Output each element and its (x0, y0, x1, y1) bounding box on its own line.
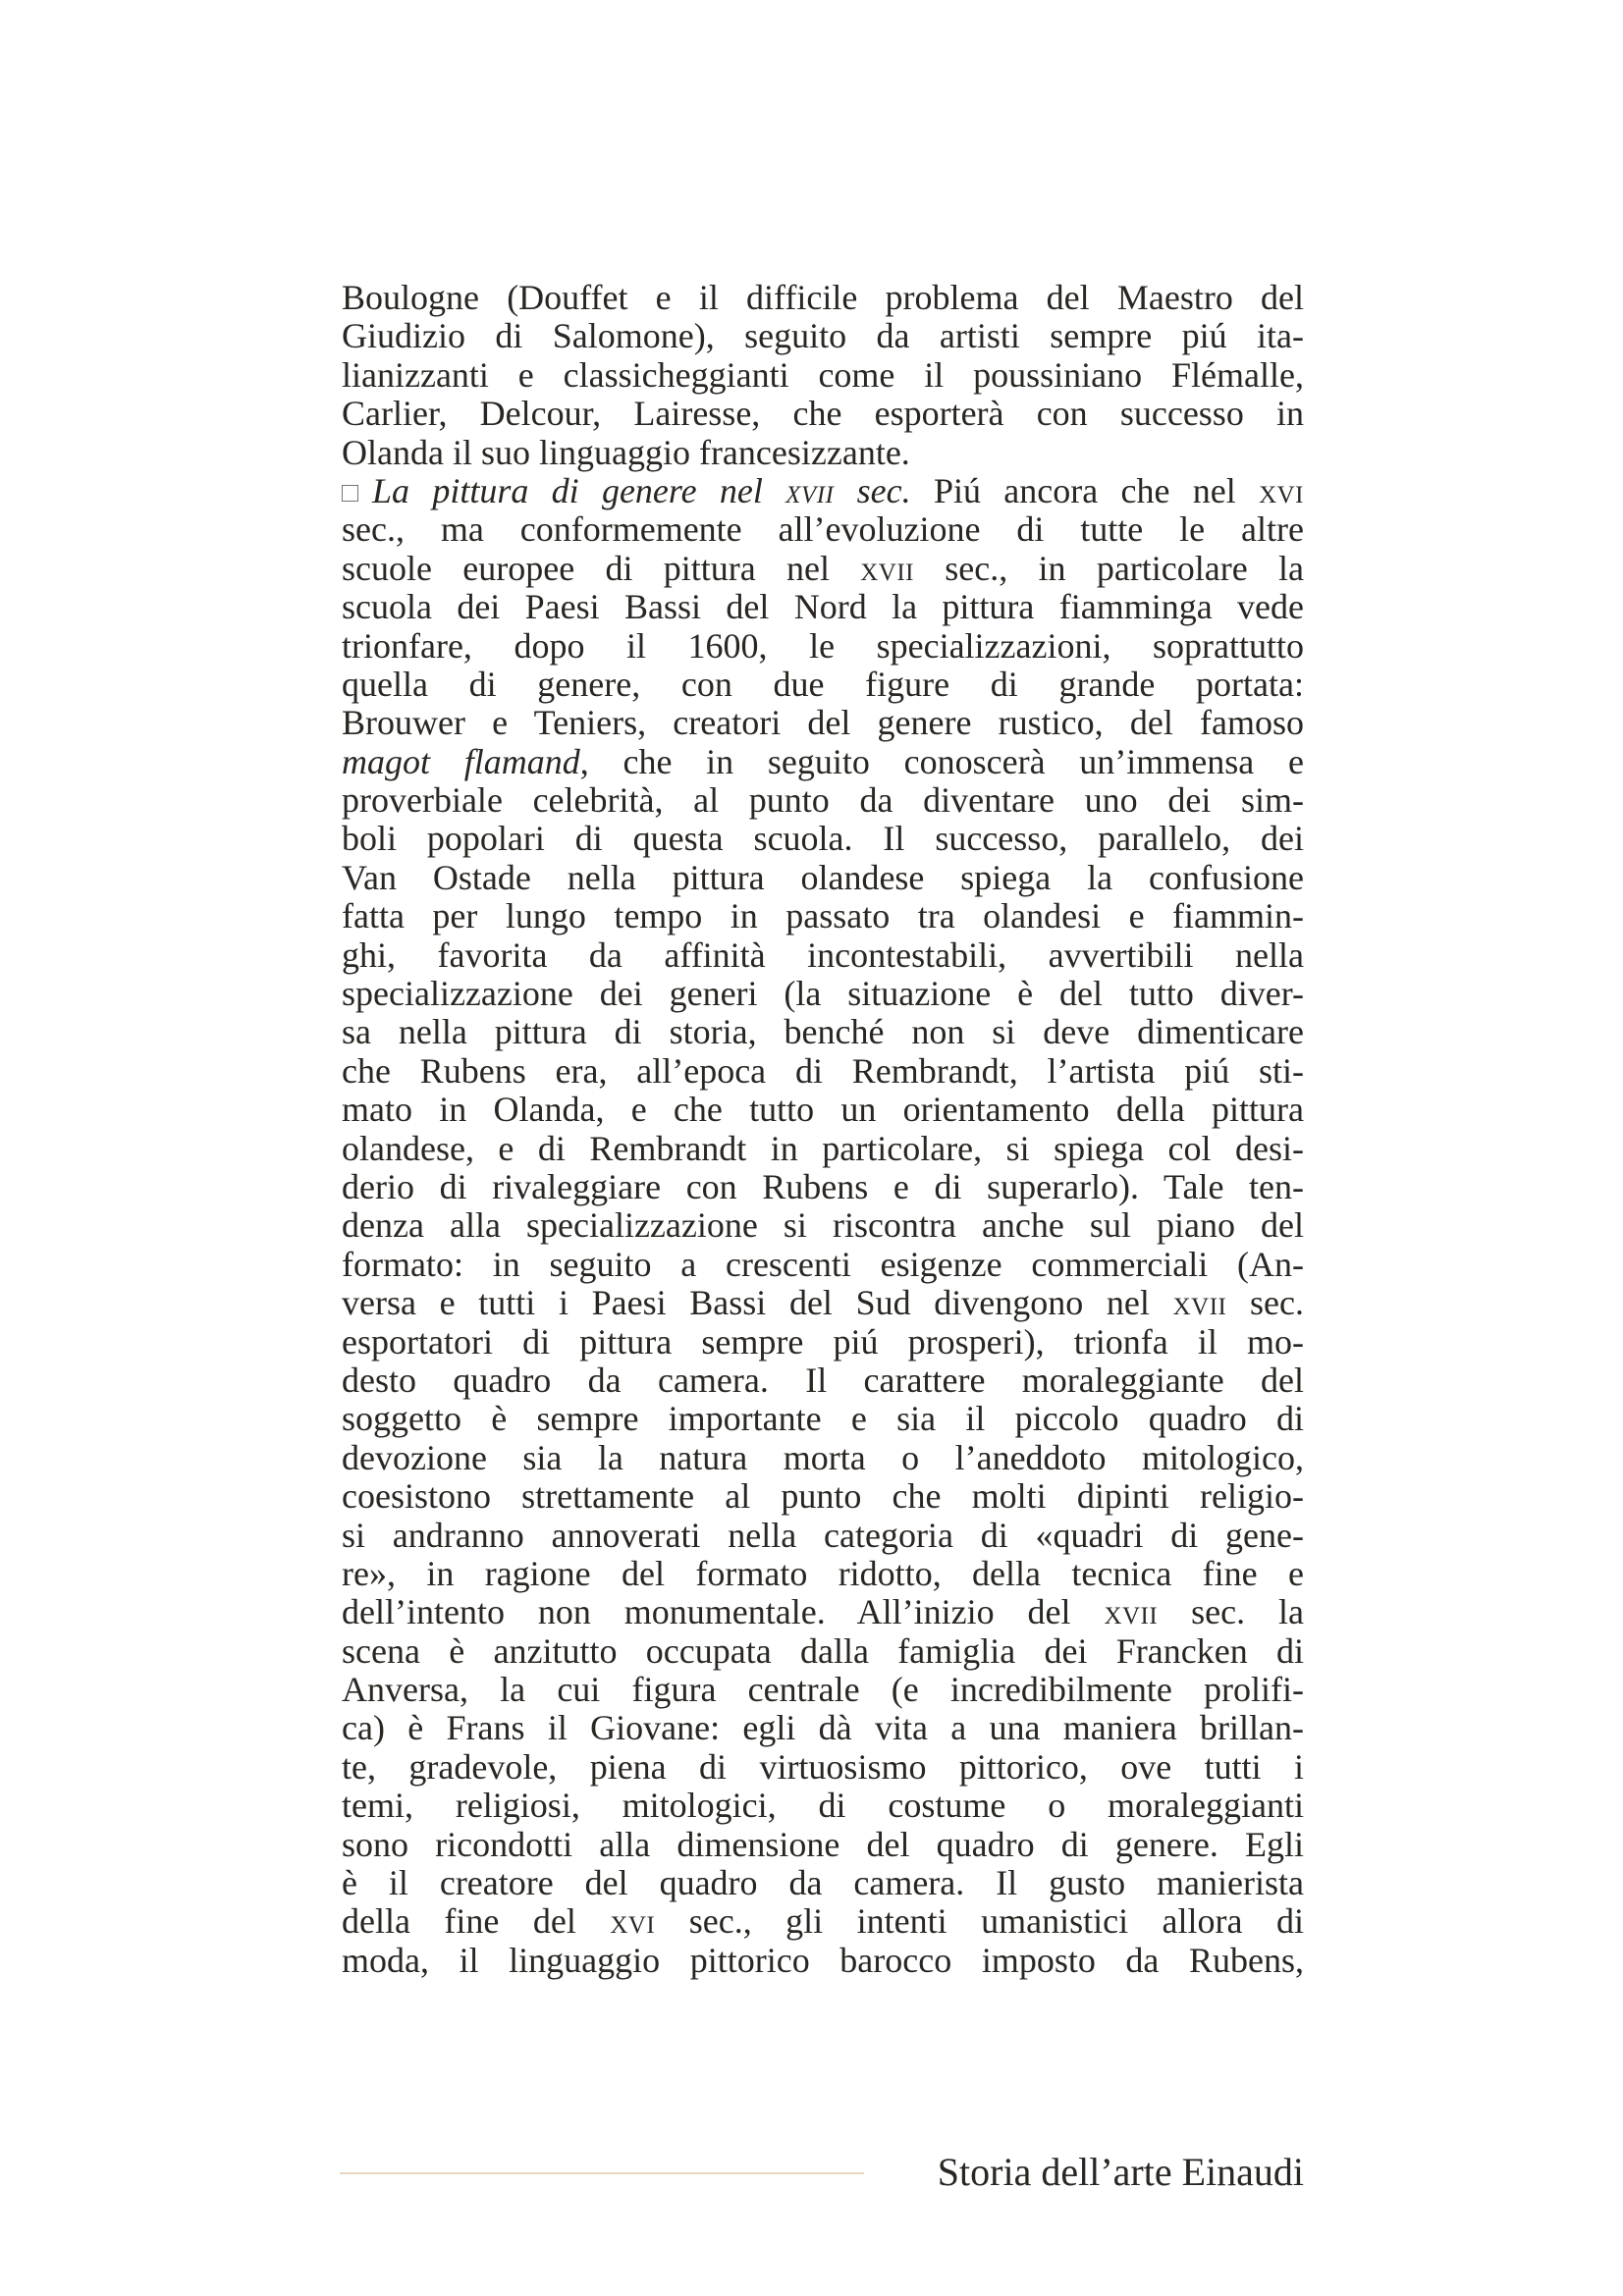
text-fragment: della fine del (342, 1901, 611, 1942)
text-line: sono ricondotti alla dimensione del quadro di genere. Egli (342, 1824, 1304, 1864)
text-line (342, 550, 1304, 588)
text-fragment: sec., gli intenti umanistici allora di (655, 1901, 1304, 1942)
text-line: devozione sia la natura morta o l’aneddoto mitologico, (342, 1437, 1304, 1477)
century-smallcaps: xvii (860, 548, 915, 588)
text-line: boli popolari di questa scuola. Il successo, parallelo, dei (342, 819, 1304, 859)
text-line: lianizzanti e classicheggianti come il poussiniano Flémalle, (342, 354, 1304, 395)
text-line: proverbiale celebrità, al punto da diventare uno dei sim- (342, 780, 1304, 821)
text-line: ghi, favorita da affinità incontestabili, avvertibili nella (342, 934, 1304, 975)
text-line (342, 1284, 1304, 1322)
italic-term: magot flamand (342, 741, 580, 781)
text-line: temi, religiosi, mitologici, di costume o moraleggianti (342, 1786, 1304, 1826)
text-line: ca) è Frans il Giovane: egli dà vita a una maniera brillan- (342, 1708, 1304, 1748)
text-fragment: , che in seguito conoscerà un’immensa e (579, 741, 1304, 781)
century-smallcaps: xvi (610, 1901, 656, 1942)
text-line (342, 1593, 1304, 1631)
text-fragment: Piú ancora che nel (910, 470, 1260, 510)
text-line: desto quadro da camera. Il carattere moraleggiante del (342, 1360, 1304, 1400)
text-line: quella di genere, con due figure di grande portata: (342, 664, 1304, 704)
text-line: mato in Olanda, e che tutto un orientamento della pittura (342, 1090, 1304, 1130)
text-line: trionfare, dopo il 1600, le specializzazioni, soprattutto (342, 625, 1304, 666)
text-line: Van Ostade nella pittura olandese spiega la confusione (342, 857, 1304, 897)
text-line: olandese, e di Rembrandt in particolare, si spiega col desi- (342, 1128, 1304, 1168)
text-line: te, gradevole, piena di virtuosismo pittorico, ove tutti i (342, 1746, 1304, 1787)
text-line: Olanda il suo linguaggio francesizzante. (342, 432, 910, 472)
section-heading-tail: sec. (834, 470, 911, 510)
footer-rule (340, 2172, 864, 2174)
body-text (342, 279, 1304, 1980)
century-smallcaps: xvii (785, 470, 835, 510)
text-line: soggetto è sempre importante e sia il piccolo quadro di (342, 1399, 1304, 1439)
text-line: esportatori di pittura sempre piú prosperi), trionfa il mo- (342, 1321, 1304, 1362)
century-smallcaps: xvi (1259, 470, 1304, 510)
text-line: fatta per lungo tempo in passato tra olandesi e fiammin- (342, 896, 1304, 936)
text-line: moda, il linguaggio pittorico barocco imposto da Rubens, (342, 1940, 1304, 1980)
text-fragment: versa e tutti i Paesi Bassi del Sud divengono nel (342, 1283, 1173, 1323)
century-smallcaps: xvii (1104, 1592, 1159, 1632)
text-fragment: sec., ma conformemente all’evoluzione di tutte le altre (342, 509, 1304, 550)
text-line: formato: in seguito a crescenti esigenze commerciali (An- (342, 1244, 1304, 1284)
text-line: re», in ragione del formato ridotto, della tecnica fine e (342, 1553, 1304, 1593)
text-line (342, 510, 1304, 549)
section-heading-italic: La pittura di genere nel (372, 470, 786, 510)
section-marker-square-icon (342, 485, 358, 502)
text-line: è il creatore del quadro da camera. Il gusto manierista (342, 1863, 1304, 1903)
text-fragment: sec., in particolare la (914, 548, 1304, 588)
text-line: scena è anzitutto occupata dalla famiglia dei Francken di (342, 1630, 1304, 1671)
text-line: Carlier, Delcour, Lairesse, che esporterà con successo in (342, 394, 1304, 434)
text-line: Brouwer e Teniers, creatori del genere rustico, del famoso (342, 703, 1304, 743)
text-line (342, 743, 1304, 781)
text-line: sa nella pittura di storia, benché non si deve dimenticare (342, 1012, 1304, 1052)
section-heading-line (342, 472, 1304, 510)
text-line: specializzazione dei generi (la situazione è del tutto diver- (342, 974, 1304, 1014)
text-fragment: scuole europee di pittura nel (342, 548, 861, 588)
text-line: derio di rivaleggiare con Rubens e di superarlo). Tale ten- (342, 1166, 1304, 1206)
text-fragment: dell’intento non monumentale. All’inizio del (342, 1592, 1105, 1632)
text-line: Anversa, la cui figura centrale (e incredibilmente prolifi- (342, 1670, 1304, 1710)
text-fragment: sec. (1226, 1283, 1304, 1323)
text-line: denza alla specializzazione si riscontra anche sul piano del (342, 1205, 1304, 1246)
footer-title: Storia dell’arte Einaudi (937, 2150, 1304, 2194)
text-line (342, 1902, 1304, 1941)
century-smallcaps: xvii (1172, 1283, 1227, 1323)
text-fragment: sec. la (1158, 1592, 1304, 1632)
text-line: che Rubens era, all’epoca di Rembrandt, l’artista piú sti- (342, 1050, 1304, 1091)
text-line: Boulogne (Douffet e il difficile problema del Maestro del (342, 278, 1304, 317)
text-line: Giudizio di Salomone), seguito da artisti sempre piú ita- (342, 316, 1304, 356)
text-line: si andranno annoverati nella categoria di «quadri di gene- (342, 1515, 1304, 1555)
text-line: coesistono strettamente al punto che molti dipinti religio- (342, 1476, 1304, 1517)
text-line: scuola dei Paesi Bassi del Nord la pittura fiamminga vede (342, 587, 1304, 627)
